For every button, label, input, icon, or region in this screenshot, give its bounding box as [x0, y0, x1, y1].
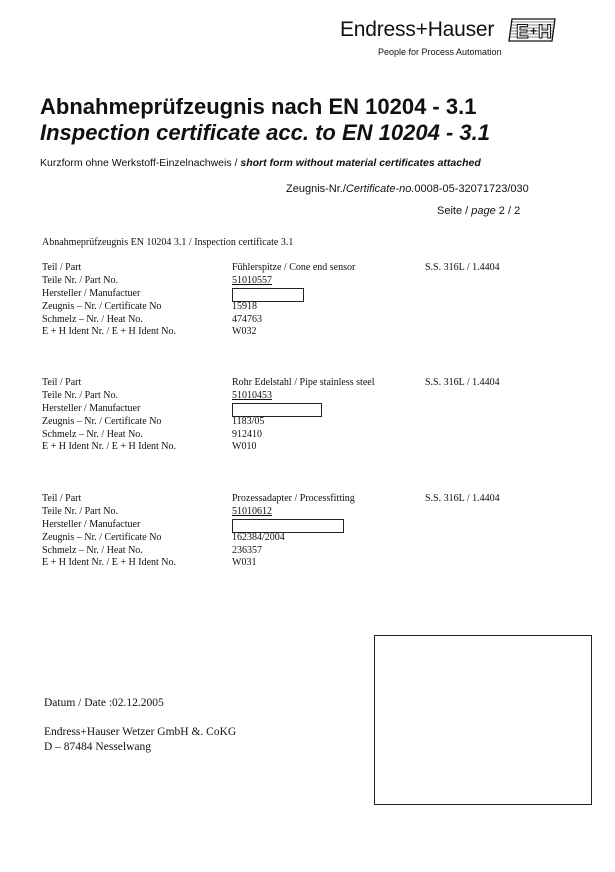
manufacturer-redacted [232, 403, 322, 417]
certificate-no-label: Zeugnis – Nr. / Certificate No [42, 415, 162, 427]
certificate-label-en: Certificate-no. [345, 183, 415, 195]
stamp-box [374, 635, 592, 805]
material: S.S. 316L / 1.4404 [425, 377, 500, 388]
ident-no: W032 [232, 326, 257, 338]
subtitle-german: Kurzform ohne Werkstoff-Einzelnachweis / [40, 157, 241, 169]
heat-no: 236357 [232, 544, 262, 556]
ident-no-label: E + H Ident Nr. / E + H Ident No. [42, 326, 177, 338]
part-no-label: Teile Nr. / Part No. [42, 505, 118, 517]
section-heading: Abnahmeprüfzeugnis EN 10204 3.1 / Inspection certificate 3.1 [42, 237, 294, 248]
title-english: Inspection certificate acc. to EN 10204 - 3.1 [40, 120, 490, 145]
certificate-value: 0008-05-32071723/030 [414, 183, 529, 195]
heat-no-label: Schmelz – Nr. / Heat No. [42, 428, 143, 440]
eh-logo-icon [508, 18, 556, 42]
svg-text:H: H [538, 22, 552, 42]
subtitle-english: short form without material certificates attached [240, 157, 481, 169]
manufacturer-label: Hersteller / Manufactuer [42, 518, 141, 530]
material: S.S. 316L / 1.4404 [425, 493, 500, 504]
part-no: 51010453 [232, 389, 272, 401]
svg-text:E: E [516, 22, 529, 42]
part-no: 51010612 [232, 505, 272, 517]
manufacturer-label: Hersteller / Manufactuer [42, 287, 141, 299]
company-address: D – 87484 Nesselwang [44, 741, 151, 753]
ident-no-label: E + H Ident Nr. / E + H Ident No. [42, 441, 177, 453]
ident-no: W031 [232, 557, 257, 569]
manufacturer-redacted [232, 288, 304, 302]
part-name: Rohr Edelstahl / Pipe stainless steel [232, 377, 375, 388]
ident-no: W010 [232, 441, 257, 453]
heat-no: 474763 [232, 313, 262, 325]
certificate-no: 162384/2004 [232, 531, 285, 543]
certificate-no: 1183/05 [232, 415, 265, 427]
part-block [42, 262, 582, 339]
page-label-en: page [471, 205, 496, 217]
page-number [437, 205, 520, 217]
brand-tagline: People for Process Automation [378, 47, 502, 57]
part-block [42, 377, 582, 454]
heat-no-label: Schmelz – Nr. / Heat No. [42, 313, 143, 325]
manufacturer-label: Hersteller / Manufactuer [42, 402, 141, 414]
heat-no-label: Schmelz – Nr. / Heat No. [42, 544, 143, 556]
issue-date: Datum / Date :02.12.2005 [44, 697, 164, 709]
part-name: Prozessadapter / Processfitting [232, 493, 355, 504]
certificate-number [286, 183, 529, 195]
certificate-no: 15918 [232, 300, 257, 312]
company-name: Endress+Hauser Wetzer GmbH &. CoKG [44, 726, 237, 738]
part-no-label: Teile Nr. / Part No. [42, 274, 118, 286]
part-label: Teil / Part [42, 377, 82, 388]
part-name: Fühlerspitze / Cone end sensor [232, 262, 356, 273]
page-value: 2 / 2 [495, 205, 521, 217]
part-no: 51010557 [232, 274, 272, 286]
title-german: Abnahmeprüfzeugnis nach EN 10204 - 3.1 [40, 94, 477, 119]
svg-text:+: + [530, 24, 538, 38]
subtitle [40, 157, 481, 169]
part-label: Teil / Part [42, 262, 82, 273]
certificate-label: Zeugnis-Nr./ [286, 183, 346, 195]
certificate-no-label: Zeugnis – Nr. / Certificate No [42, 531, 162, 543]
part-no-label: Teile Nr. / Part No. [42, 389, 118, 401]
heat-no: 912410 [232, 428, 262, 440]
manufacturer-redacted [232, 519, 344, 533]
material: S.S. 316L / 1.4404 [425, 262, 500, 273]
page-label: Seite / [437, 205, 472, 217]
brand-name: Endress+Hauser [340, 18, 495, 41]
part-block [42, 493, 582, 570]
part-label: Teil / Part [42, 493, 82, 504]
ident-no-label: E + H Ident Nr. / E + H Ident No. [42, 557, 177, 569]
certificate-no-label: Zeugnis – Nr. / Certificate No [42, 300, 162, 312]
